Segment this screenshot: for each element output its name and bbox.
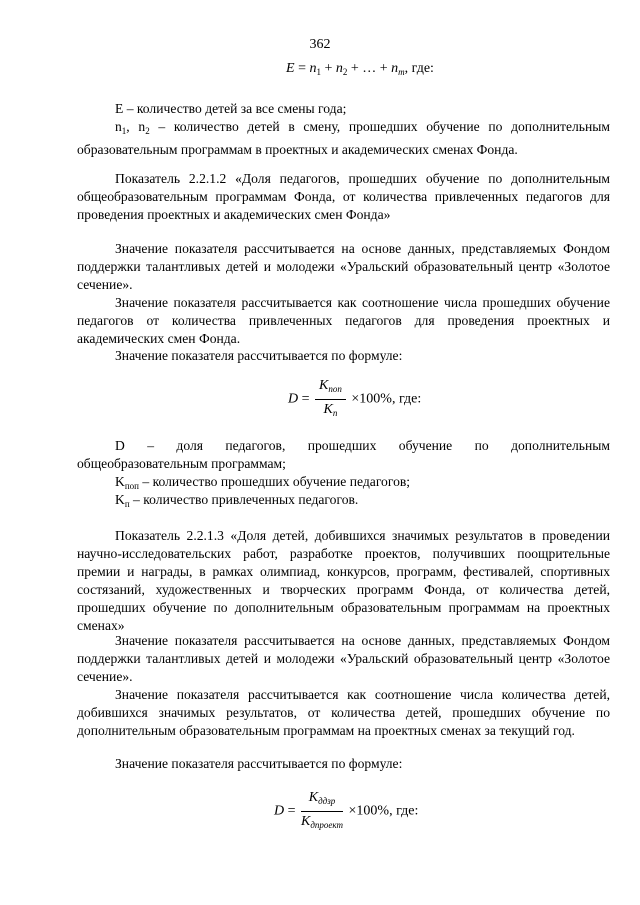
formula-d-num-sub: поп xyxy=(328,384,342,394)
paragraph-data-source-1: Значение показателя рассчитывается на основе данных, представляемых Фондом поддержки талантливых детей и молодежи «Уральский образовательный центр «Золотое сечение». xyxy=(77,241,610,292)
formula-d-num-k: K xyxy=(319,378,329,393)
formula-d2-fraction xyxy=(301,789,343,834)
paragraph-kp-definition xyxy=(77,491,610,514)
n1-subscript: 1 xyxy=(121,126,127,136)
formula-d-fraction xyxy=(315,377,346,422)
formula-d-den-sub: п xyxy=(332,408,338,418)
formula-e-nm: n xyxy=(391,61,399,76)
formula-d xyxy=(288,377,421,422)
paragraph-ratio-1: Значение показателя рассчитывается как соотношение числа прошедших обучение педагогов от количества привлеченных педагогов для проведения проектных и академических смен Фонда. xyxy=(77,295,610,346)
formula-d2-numerator xyxy=(301,789,343,812)
formula-e-n2: n xyxy=(335,61,343,76)
formula-e-lhs: E xyxy=(286,61,295,76)
formula-d-tail: , где: xyxy=(391,391,422,407)
paragraph-n-definition xyxy=(77,118,610,159)
paragraph-data-source-2: Значение показателя рассчитывается на основе данных, представляемых Фондом поддержки талантливых детей и молодежи «Уральский образовательный центр «Золотое сечение». xyxy=(77,633,610,684)
paragraph-formula-intro-2: Значение показателя рассчитывается по формуле: xyxy=(115,756,403,771)
n-definition-text: – количество детей в смену, прошедших обучение по дополнительным образовательным программам в проектных и академических сменах Фонда. xyxy=(77,119,611,157)
formula-e-plus1: + xyxy=(324,61,333,76)
formula-d2-tail: , где: xyxy=(389,803,419,819)
n2-letter: , n xyxy=(126,119,146,134)
formula-d2 xyxy=(274,789,418,834)
formula-e-eq: = xyxy=(298,61,306,76)
formula-e-plus2: + … + xyxy=(350,61,388,76)
indicator-2-2-1-2-title: Показатель 2.2.1.2 «Доля педагогов, прошедших обучение по дополнительным общеобразовательным программам Фонда, от количества привлеченных педагогов для проведения проектных и академических смен Фонда» xyxy=(77,171,610,222)
formula-e-sub1: 1 xyxy=(316,67,321,77)
formula-d2-times: ×100% xyxy=(348,803,390,819)
formula-d2-num-k: K xyxy=(308,790,319,805)
formula-d2-lhs: D xyxy=(274,803,285,819)
formula-d2-eq: = xyxy=(287,803,296,819)
formula-d2-num-sub: ддзр xyxy=(318,796,336,806)
formula-e-sub2: 2 xyxy=(342,67,348,77)
formula-d2-den-sub: дпроект xyxy=(310,820,344,830)
formula-d2-denominator xyxy=(301,812,343,834)
kpop-text: – количество прошедших обучение педагогов; xyxy=(138,474,411,489)
paragraph-ratio-2: Значение показателя рассчитывается как соотношение числа количества детей, добившихся значимых результатов, от количества детей, прошедших обучение по дополнительным образовательным программам на проектных сменах за текущий год. xyxy=(77,687,610,738)
kp-subscript: п xyxy=(124,499,130,509)
formula-d-eq: = xyxy=(301,391,310,407)
formula-e-tail: , где: xyxy=(404,61,434,76)
formula-e-subm: m xyxy=(398,67,405,77)
formula-e-n1: n xyxy=(309,61,317,76)
page-number: 362 xyxy=(309,37,331,52)
n1-letter: n xyxy=(115,119,122,134)
paragraph-e-definition: E – количество детей за все смены года; xyxy=(115,101,347,116)
kp-letter: K xyxy=(115,492,125,507)
formula-d-times: ×100% xyxy=(351,391,392,407)
paragraph-formula-intro-1: Значение показателя рассчитывается по формуле: xyxy=(115,348,403,363)
formula-d-den-k: K xyxy=(323,402,333,417)
formula-e xyxy=(286,60,434,82)
formula-d-denominator xyxy=(315,400,346,422)
indicator-2-2-1-3-title: Показатель 2.2.1.3 «Доля детей, добившихся значимых результатов в проведении научно-исследовательских работ, разработке проектов, получивших поощрительные премии и награды, в рамках олимпиад, конкурсов, программ, фестивалей, спортивных состязаний, художественных и творческих программ Фонда, от количества детей, прошедших обучение по дополнительным образовательным программам на проектных сменах» xyxy=(77,528,610,633)
formula-d-lhs: D xyxy=(288,391,299,407)
kpop-letter: K xyxy=(115,474,125,489)
formula-d2-den-k: K xyxy=(301,814,311,829)
formula-d-numerator xyxy=(315,377,346,400)
kpop-subscript: поп xyxy=(124,481,139,491)
n2-subscript: 2 xyxy=(145,126,150,136)
kp-text: – количество привлеченных педагогов. xyxy=(129,492,359,507)
paragraph-d-definition: D – доля педагогов, прошедших обучение по дополнительным общеобразовательным программам; xyxy=(77,438,610,471)
